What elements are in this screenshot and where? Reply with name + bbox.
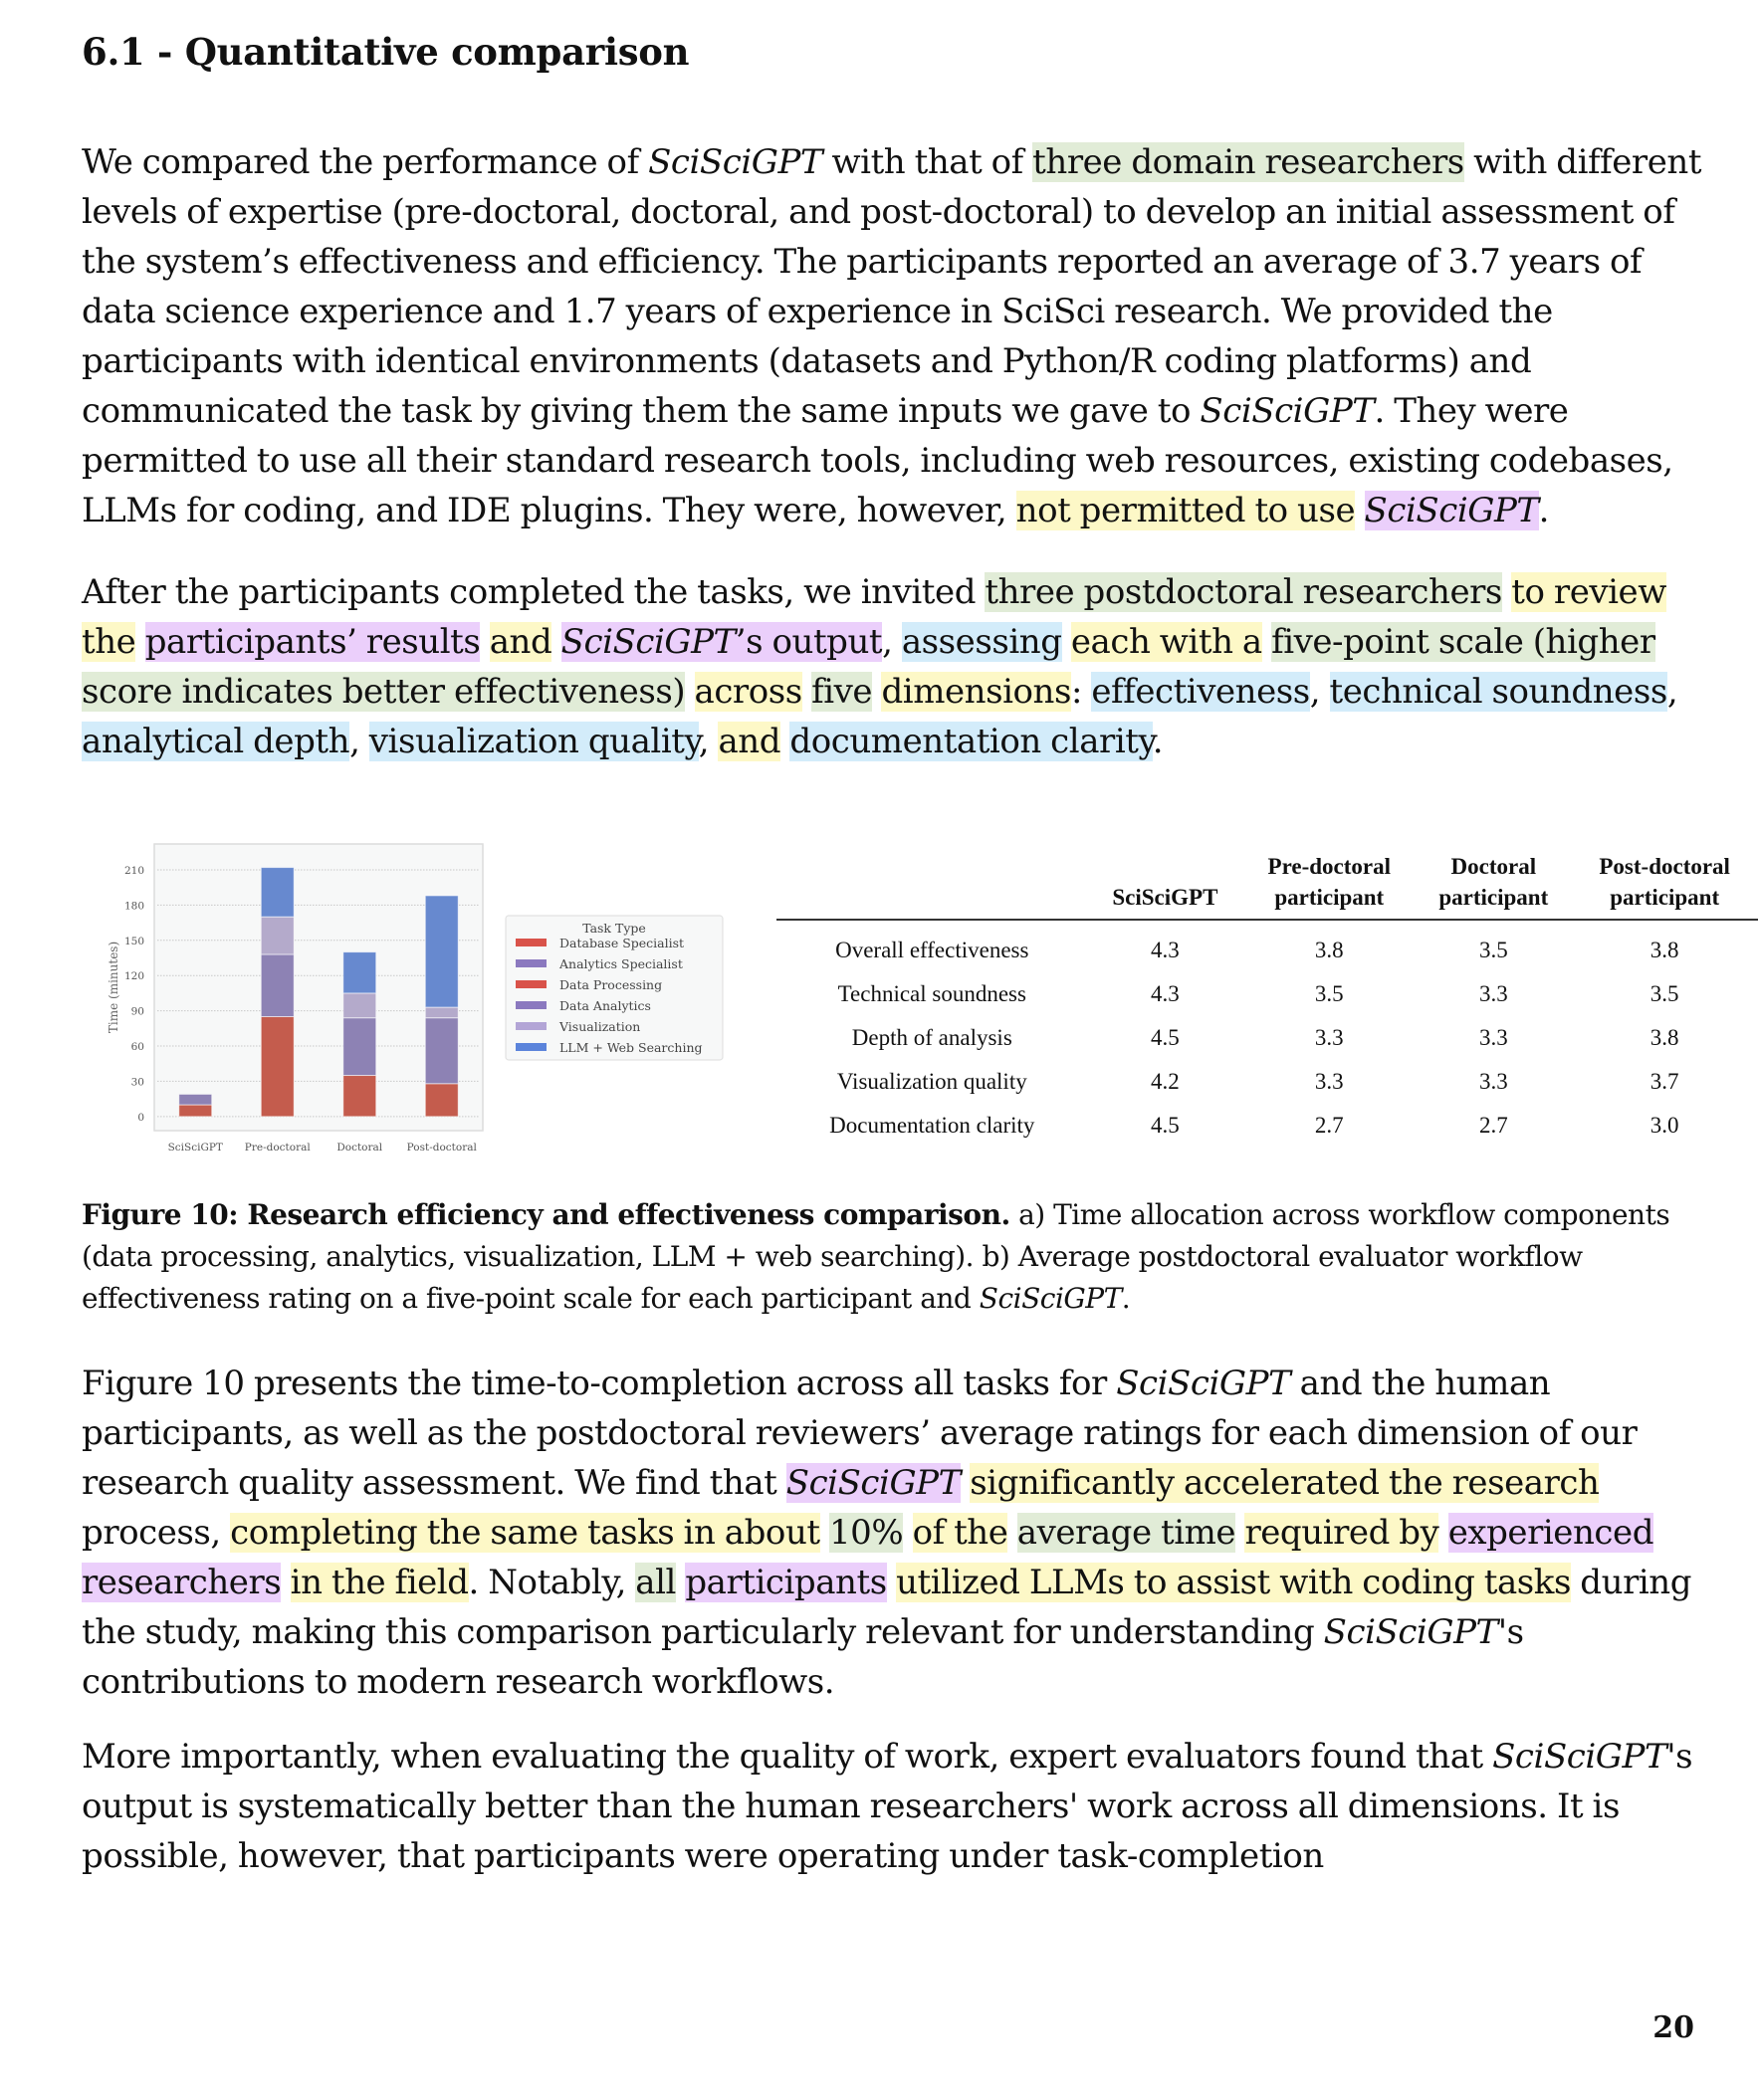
highlight-yellow: each with a bbox=[1070, 622, 1262, 662]
legend-label: Analytics Specialist bbox=[559, 956, 683, 971]
figure-caption bbox=[82, 1194, 1674, 1320]
x-tick-label: Post-doctoral bbox=[406, 1142, 477, 1154]
highlight-yellow: not permitted to use bbox=[1015, 491, 1356, 530]
bar-segment-database-specialist bbox=[179, 1105, 212, 1117]
cell: 3.8 bbox=[1649, 1025, 1679, 1050]
cell: 4.2 bbox=[1151, 1069, 1180, 1094]
system-name: SciSciGPT bbox=[648, 142, 823, 182]
paragraph-4 bbox=[82, 1732, 1714, 1881]
system-name: SciSciGPT bbox=[1200, 391, 1375, 431]
text: with different levels of expertise (pre-doctoral, doctoral, and post-doctoral) to develop an initial assessment of the system’s effectiveness and efficiency. The participants reported an average of 3.7 years of data science experience and 1.7 years of experience in SciSci research. We provided the participants with identical environments (datasets and Python/R coding platforms) and communicated the task by giving them the same inputs we gave to bbox=[82, 142, 1702, 431]
legend-swatch bbox=[516, 980, 547, 988]
table-row bbox=[776, 1016, 1758, 1060]
highlight-yellow: across bbox=[694, 672, 802, 712]
text: We compared the performance of bbox=[82, 142, 649, 182]
cell: 3.3 bbox=[1478, 1025, 1508, 1050]
header-text: Pre-doctoral bbox=[1267, 854, 1391, 879]
highlight-green: 10% bbox=[828, 1513, 904, 1553]
legend-label: LLM + Web Searching bbox=[559, 1040, 703, 1055]
highlight-yellow: completing the same tasks in about bbox=[230, 1513, 820, 1553]
highlight-purple bbox=[561, 622, 882, 662]
highlight-yellow: of the bbox=[912, 1513, 1008, 1553]
legend-swatch bbox=[516, 939, 547, 946]
text: After the participants completed the tasks, we invited bbox=[82, 572, 986, 612]
header-postdoctoral bbox=[1571, 851, 1758, 920]
y-tick-labels bbox=[124, 865, 144, 1124]
y-tick-label: 150 bbox=[123, 935, 144, 947]
header-text: Doctoral bbox=[1450, 854, 1537, 879]
text: process, bbox=[82, 1513, 231, 1553]
x-tick-label: Doctoral bbox=[336, 1142, 383, 1154]
cell: 3.8 bbox=[1649, 938, 1679, 962]
text: ’s output bbox=[735, 622, 883, 662]
bar-segment-data-processing bbox=[261, 1017, 294, 1117]
header-text: participant bbox=[1438, 885, 1549, 910]
legend-title: Task Type bbox=[582, 921, 646, 936]
text: 's output is systematically better than the human researchers' work across all dimensions. It is possible, however, that participants were operating under task-completion bbox=[82, 1737, 1693, 1876]
row-label: Visualization quality bbox=[836, 1069, 1027, 1094]
header-sciscigpt bbox=[1088, 851, 1243, 920]
table-row bbox=[776, 1060, 1758, 1104]
highlight-yellow: in the field bbox=[290, 1563, 469, 1602]
legend-swatch bbox=[516, 1022, 547, 1030]
row-label: Overall effectiveness bbox=[835, 938, 1029, 962]
y-tick-label: 0 bbox=[137, 1111, 144, 1124]
section-heading: 6.1 - Quantitative comparison bbox=[82, 30, 690, 74]
legend-swatch bbox=[516, 1001, 547, 1009]
cell: 4.5 bbox=[1151, 1025, 1180, 1050]
bar-segment-llm-web-searching bbox=[261, 868, 294, 918]
page-number: 20 bbox=[1652, 2010, 1694, 2045]
text: . bbox=[1538, 491, 1549, 530]
text: More importantly, when evaluating the quality of work, expert evaluators found that bbox=[82, 1737, 1493, 1777]
cell: 3.3 bbox=[1314, 1069, 1344, 1094]
row-label: Technical soundness bbox=[837, 981, 1026, 1006]
caption-text: . bbox=[1121, 1282, 1131, 1315]
y-axis-label: Time (minutes) bbox=[107, 941, 120, 1034]
paragraph-3 bbox=[82, 1359, 1714, 1707]
bar-segment-data-analytics bbox=[261, 954, 294, 1017]
text: Figure 10 presents the time-to-completion across all tasks for bbox=[82, 1364, 1117, 1403]
paragraph-2: After the participants completed the tasks, we invited three postdoctoral researchers to review the participants’ results and SciSciGPT’s output, assessing each with a five-point scale (higher score indicates better effectiveness) across five dimensions: effectiveness, technical soundness, analytical depth, visualization quality, and documentation clarity. bbox=[82, 572, 1678, 761]
legend bbox=[506, 916, 723, 1060]
highlight-blue: effectiveness bbox=[1091, 672, 1310, 712]
highlight-purple: participants’ results bbox=[144, 622, 481, 662]
y-tick-label: 120 bbox=[123, 970, 144, 983]
legend-swatch bbox=[516, 959, 547, 967]
bar-segment-llm-web-searching bbox=[343, 952, 376, 993]
highlight-purple: SciSciGPT bbox=[1364, 491, 1539, 530]
highlight-purple: SciSciGPT bbox=[785, 1463, 961, 1503]
bar-segment-visualization bbox=[343, 993, 376, 1018]
row-label: Documentation clarity bbox=[829, 1113, 1035, 1138]
y-tick-label: 60 bbox=[130, 1041, 144, 1054]
bar-segment-visualization bbox=[261, 917, 294, 954]
table-row bbox=[776, 1104, 1758, 1148]
system-name: SciSciGPT bbox=[1492, 1737, 1667, 1777]
y-tick-label: 210 bbox=[123, 864, 144, 877]
bar-segment-data-processing bbox=[425, 1084, 458, 1117]
table-row bbox=[776, 972, 1758, 1016]
system-name: SciSciGPT bbox=[560, 622, 736, 662]
highlight-yellow: significantly accelerated the research bbox=[970, 1463, 1600, 1503]
text: and the human participants, as well as the postdoctoral reviewers’ average ratings for each dimension of our research quality assessment. We find that bbox=[82, 1364, 1638, 1503]
table-header-row bbox=[776, 851, 1758, 920]
highlight-blue: documentation clarity bbox=[789, 722, 1153, 761]
cell: 3.5 bbox=[1478, 938, 1508, 962]
caption-label: Figure 10: Research efficiency and effectiveness comparison. bbox=[82, 1198, 1010, 1231]
highlight-purple: experienced researchers bbox=[82, 1513, 1654, 1602]
cell: 3.7 bbox=[1649, 1069, 1679, 1094]
highlight-green: five-point scale (higher score indicates better effectiveness) bbox=[82, 622, 1655, 712]
cell: 3.3 bbox=[1314, 1025, 1344, 1050]
system-name: SciSciGPT bbox=[1323, 1612, 1498, 1652]
cell: 3.8 bbox=[1314, 938, 1344, 962]
caption-text: a) Time allocation across workflow components (data processing, analytics, visualization, LLM + web searching). b) Average postdoctoral evaluator workflow effectiveness rating on a five-point scale for each participant and bbox=[82, 1198, 1670, 1315]
highlight-purple: participants bbox=[685, 1563, 887, 1602]
highlight-green: three domain researchers bbox=[1032, 142, 1464, 182]
header-empty bbox=[776, 851, 1088, 920]
header-text: participant bbox=[1610, 885, 1720, 910]
text: during the study, making this comparison particularly relevant for understanding bbox=[82, 1563, 1692, 1652]
highlight-green: average time bbox=[1016, 1513, 1236, 1553]
text: 's contributions to modern research workflows. bbox=[82, 1612, 1524, 1702]
bar-segment-data-processing bbox=[343, 1076, 376, 1117]
highlight-green: all bbox=[635, 1563, 676, 1602]
cell: 3.5 bbox=[1649, 981, 1679, 1006]
x-tick-label: Pre-doctoral bbox=[244, 1142, 311, 1154]
row-label: Depth of analysis bbox=[851, 1025, 1012, 1050]
highlight-green: three postdoctoral researchers bbox=[985, 572, 1502, 612]
paragraph-1 bbox=[82, 137, 1714, 535]
text: with that of bbox=[822, 142, 1033, 182]
bar-segment-data-analytics bbox=[425, 1018, 458, 1084]
legend-swatch bbox=[516, 1043, 547, 1051]
highlight-yellow: dimensions bbox=[881, 672, 1072, 712]
header-predoctoral bbox=[1242, 851, 1416, 920]
header-text: Post-doctoral bbox=[1599, 854, 1730, 879]
table-row bbox=[776, 920, 1758, 972]
highlight-yellow: and bbox=[718, 722, 781, 761]
cell: 3.0 bbox=[1649, 1113, 1679, 1138]
header-text: SciSciGPT bbox=[1112, 885, 1218, 910]
time-allocation-chart bbox=[90, 836, 747, 1174]
text: . Notably, bbox=[468, 1563, 636, 1602]
highlight-blue: visualization quality bbox=[368, 722, 699, 761]
x-tick-label: SciSciGPT bbox=[167, 1142, 223, 1154]
y-tick-label: 180 bbox=[123, 900, 144, 913]
bar-segment-visualization bbox=[425, 1007, 458, 1018]
text: . They were permitted to use all their standard research tools, including web resources, existing codebases, LLMs for coding, and IDE plugins. They were, however, bbox=[82, 391, 1673, 530]
legend-label: Data Analytics bbox=[559, 998, 651, 1013]
bar-segment-llm-web-searching bbox=[425, 896, 458, 1007]
header-doctoral bbox=[1416, 851, 1571, 920]
cell: 4.3 bbox=[1151, 938, 1180, 962]
cell: 2.7 bbox=[1314, 1113, 1344, 1138]
highlight-blue: assessing bbox=[901, 622, 1062, 662]
highlight-yellow: to review the bbox=[82, 572, 1666, 662]
header-text: participant bbox=[1274, 885, 1385, 910]
system-name: SciSciGPT bbox=[979, 1282, 1122, 1315]
legend-label: Database Specialist bbox=[559, 936, 685, 950]
highlight-green: five bbox=[811, 672, 873, 712]
cell: 3.3 bbox=[1478, 981, 1508, 1006]
system-name: SciSciGPT bbox=[1116, 1364, 1291, 1403]
chart-svg bbox=[90, 836, 747, 1174]
highlight-yellow: and bbox=[489, 622, 552, 662]
cell: 3.3 bbox=[1478, 1069, 1508, 1094]
legend-label: Visualization bbox=[559, 1019, 641, 1034]
highlight-yellow: utilized LLMs to assist with coding tasks bbox=[896, 1563, 1571, 1602]
cell: 4.5 bbox=[1151, 1113, 1180, 1138]
cell: 3.5 bbox=[1314, 981, 1344, 1006]
y-tick-label: 30 bbox=[130, 1076, 144, 1089]
highlight-blue: analytical depth bbox=[82, 722, 350, 761]
bar-segment-analytics-specialist bbox=[179, 1094, 212, 1105]
x-tick-labels bbox=[168, 1142, 478, 1154]
highlight-yellow: required by bbox=[1244, 1513, 1439, 1553]
legend-label: Data Processing bbox=[559, 977, 663, 992]
highlight-blue: technical soundness bbox=[1329, 672, 1667, 712]
cell: 2.7 bbox=[1478, 1113, 1508, 1138]
y-tick-label: 90 bbox=[130, 1005, 144, 1018]
cell: 4.3 bbox=[1151, 981, 1180, 1006]
bar-segment-data-analytics bbox=[343, 1018, 376, 1076]
ratings-table bbox=[776, 851, 1758, 1148]
